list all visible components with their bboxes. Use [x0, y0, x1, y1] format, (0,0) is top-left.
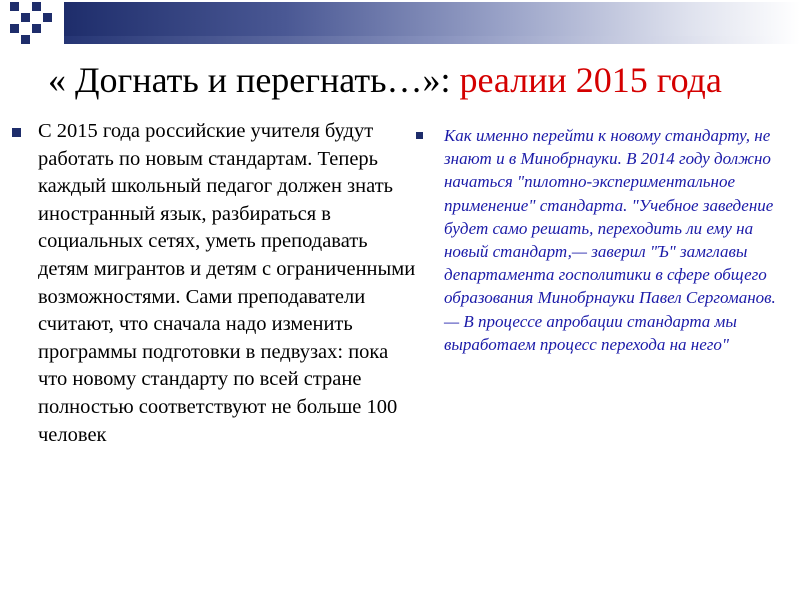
slide-title-main: « Догнать и перегнать…»: [48, 60, 460, 100]
slide-title-accent: реалии 2015 года [459, 60, 722, 100]
right-bullet-text: Как именно перейти к новому стандарту, не знают и в Минобрнауки. В 2014 году должно начаться "пилотно-экспериментальное применение" стандарта. "Учебное заведение будет само решать, переходить ли ему на новый стандарт,— заверил "Ъ" замглавы департамента госполитики в сфере общего образования Минобрнауки Павел Сергоманов.— В процессе апробации стандарта мы выработаем процесс перехода на него" [444, 126, 776, 354]
left-bullet-text: С 2015 года российские учителя будут работать по новым стандартам. Теперь каждый школьный педагог должен знать иностранный язык, разбираться в социальных сетях, уметь преподавать детям мигрантов и детям с ограниченными возможностями. Сами преподаватели считают, что сначала надо изменить программы подготовки в педвузах: пока что новому стандарту по всей стране полностью соответствуют не больше 100 человек [38, 120, 416, 446]
decorative-header-bar [64, 2, 800, 44]
square-bullet-icon [416, 132, 423, 139]
decorative-corner-squares [10, 2, 60, 44]
slide-title [48, 56, 788, 104]
left-bullet-item [12, 118, 422, 449]
right-bullet-item [416, 124, 786, 356]
square-bullet-icon [12, 128, 21, 137]
